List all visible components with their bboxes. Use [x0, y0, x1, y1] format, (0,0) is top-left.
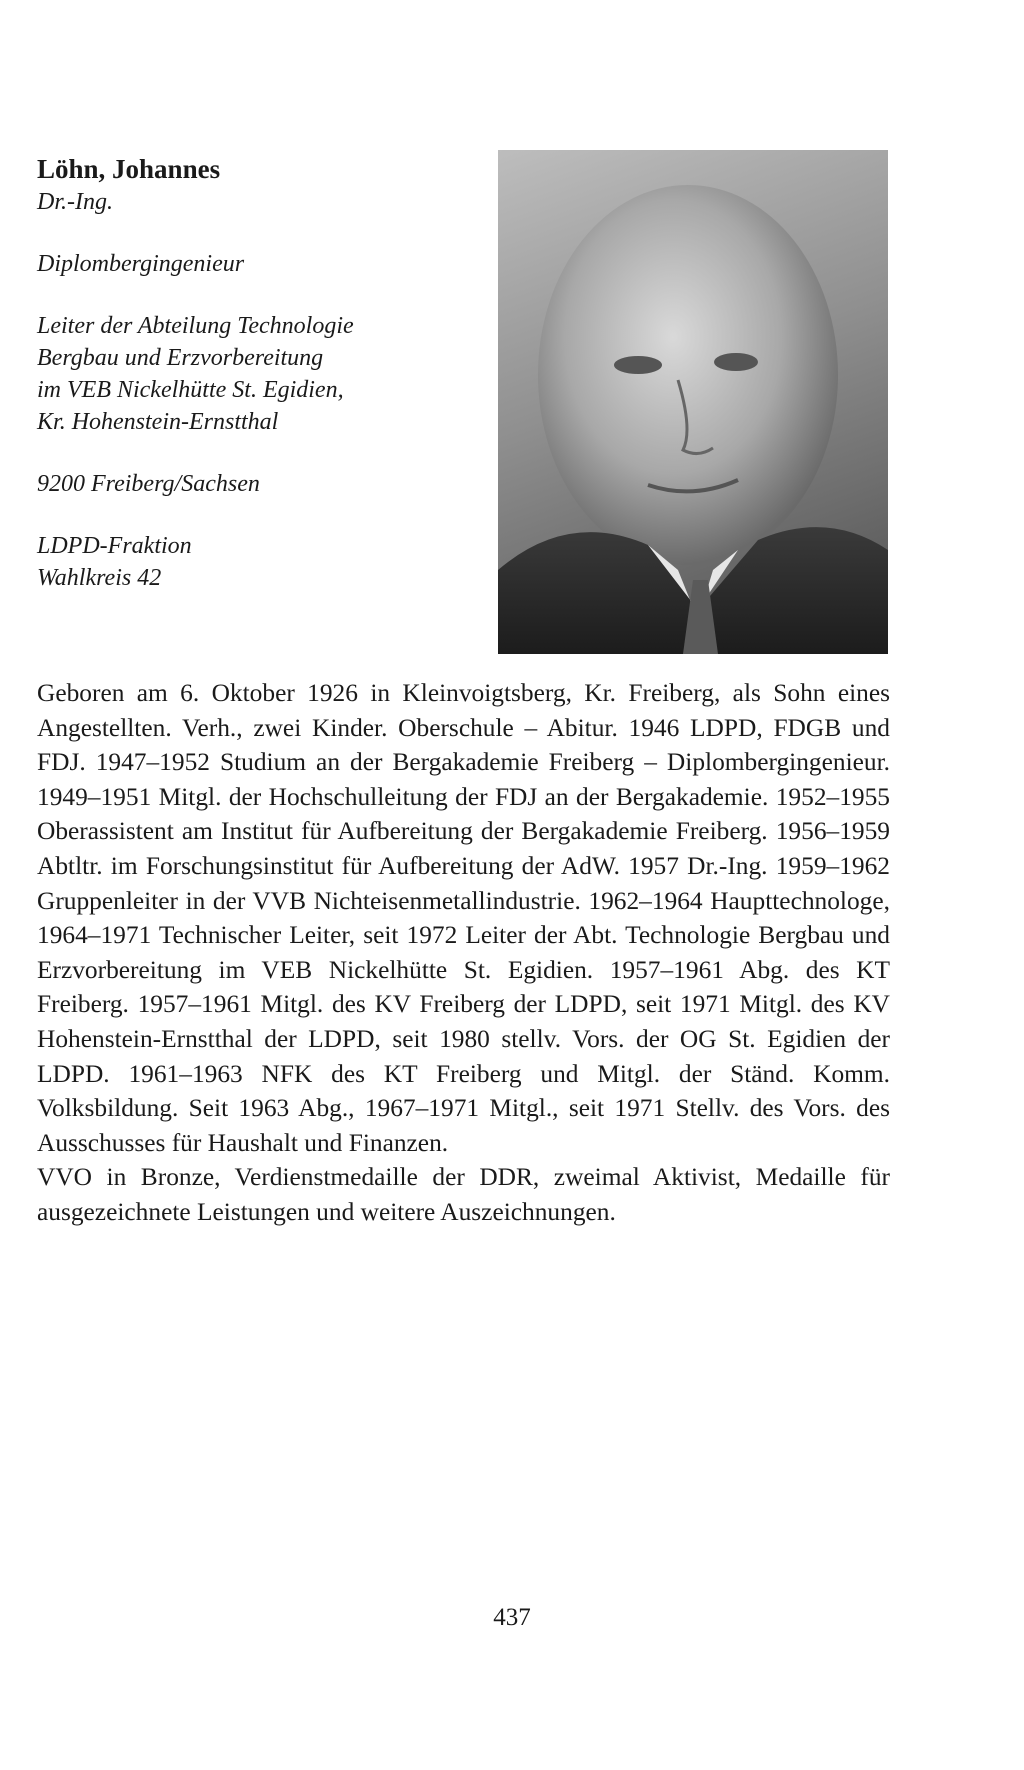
- profession: Diplombergingenieur: [37, 251, 245, 277]
- position-line: im VEB Nickelhütte St. Egidien,: [37, 377, 344, 403]
- residence: 9200 Freiberg/Sachsen: [37, 471, 260, 497]
- person-name: Löhn, Johannes: [37, 154, 221, 184]
- position-line: Bergbau und Erzvorbereitung: [37, 345, 324, 371]
- awards-paragraph: VVO in Bronze, Verdienstmedaille der DDR, zweimal Aktivist, Medaille für ausgezeichnete Leistungen und weitere Auszeichnungen.: [37, 1163, 890, 1226]
- biography-text: [37, 676, 890, 1230]
- page-number: 437: [493, 1604, 531, 1631]
- academic-title: Dr.-Ing.: [37, 189, 113, 215]
- portrait-photo: [498, 150, 888, 654]
- biography-paragraph: Geboren am 6. Oktober 1926 in Kleinvoigtsberg, Kr. Freiberg, als Sohn eines Angestellten. Verh., zwei Kinder. Oberschule – Abitur. 1946 LDPD, FDGB und FDJ. 1947–1952 Studium an der Bergakademie Freiberg – Diplombergingenieur. 1949–1951 Mitgl. der Hochschulleitung der FDJ an der Bergakademie. 1952–1955 Oberassistent am Institut für Aufbereitung der Bergakademie Freiberg. 1956–1959 Abtltr. im Forschungsinstitut für Aufbereitung der AdW. 1957 Dr.-Ing. 1959–1962 Gruppenleiter in der VVB Nichteisenmetallindustrie. 1962–1964 Haupttechnologe, 1964–1971 Technischer Leiter, seit 1972 Leiter der Abt. Technologie Bergbau und Erzvorbereitung im VEB Nickelhütte St. Egidien. 1957–1961 Abg. des KT Freiberg. 1957–1961 Mitgl. des KV Freiberg der LDPD, seit 1971 Mitgl. des KV Hohenstein-Ernstthal der LDPD, seit 1980 stellv. Vors. der OG St. Egidien der LDPD. 1961–1963 NFK des KT Freiberg und Mitgl. der Ständ. Komm. Volksbildung. Seit 1963 Abg., 1967–1971 Mitgl., seit 1971 Stellv. des Vors. des Ausschusses für Haushalt und Finanzen.: [37, 679, 890, 1157]
- constituency: Wahlkreis 42: [37, 565, 162, 591]
- position-line: Leiter der Abteilung Technologie: [37, 313, 354, 339]
- entry-header: [37, 152, 457, 594]
- faction: LDPD-Fraktion: [37, 533, 192, 559]
- portrait-illustration: [498, 150, 888, 654]
- position-line: Kr. Hohenstein-Ernstthal: [37, 409, 279, 435]
